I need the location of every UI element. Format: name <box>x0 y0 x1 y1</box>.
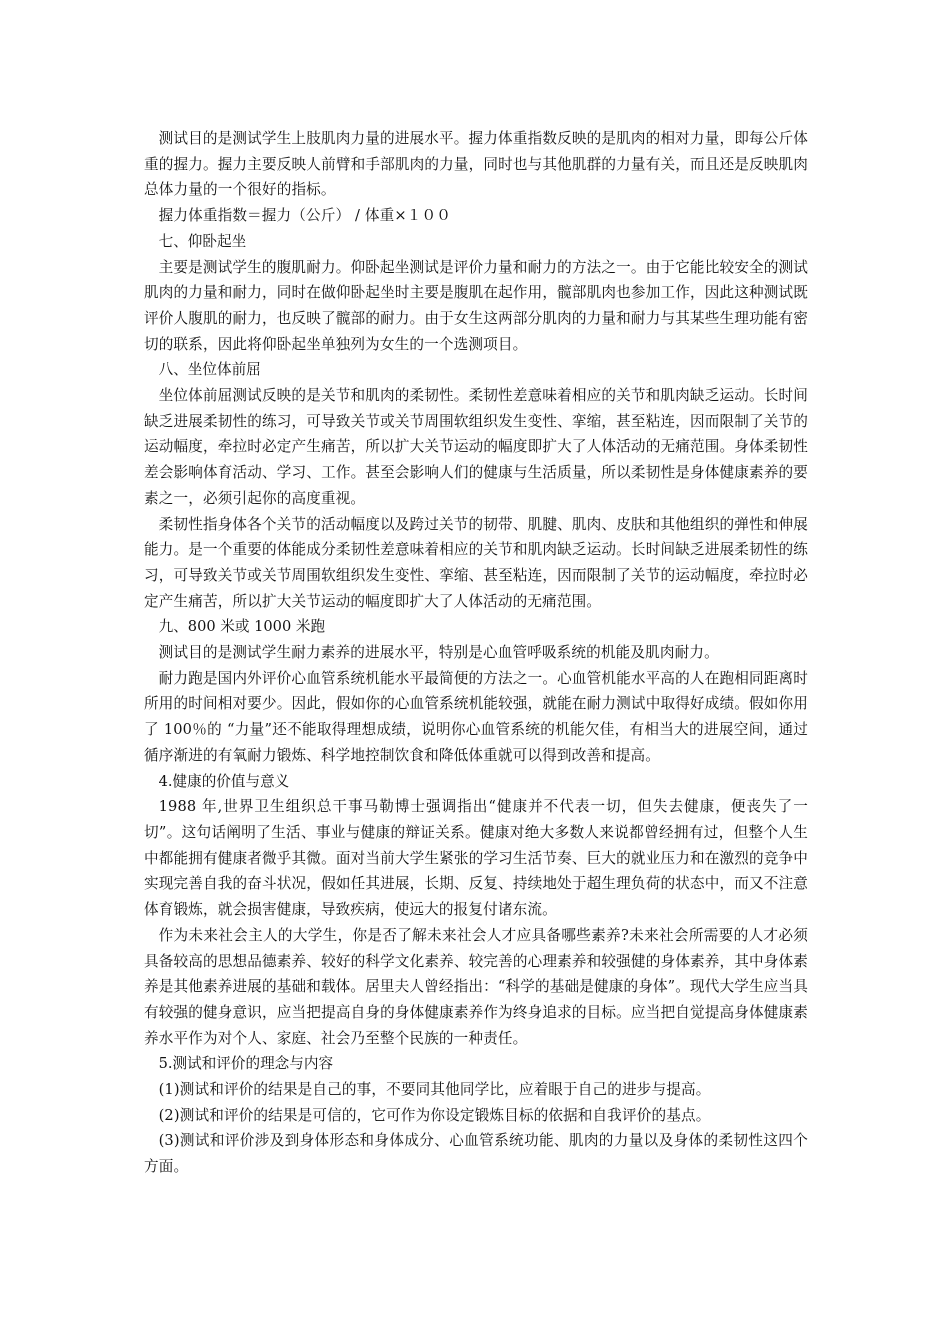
paragraph-situps: 主要是测试学生的腹肌耐力。仰卧起坐测试是评价力量和耐力的方法之一。由于它能比较安全的测试肌肉的力量和耐力，同时在做仰卧起坐时主要是腹肌在起作用，髋部肌肉也参加工作，因此这种测试既评价人腹肌的耐力，也反映了髋部的耐力。由于女生这两部分肌肉的力量和耐力与其某些生理功能有密切的联系，因此将仰卧起坐单独列为女生的一个选测项目。 <box>144 258 808 353</box>
paragraph-run-purpose: 测试目的是测试学生耐力素养的进展水平，特别是心血管呼吸系统的机能及肌肉耐力。 <box>158 644 719 662</box>
document-page <box>144 126 808 1180</box>
paragraph-future-talent: 作为未来社会主人的大学生，你是否了解未来社会人才应具备哪些素养?未来社会所需要的人才必须具备较高的思想品德素养、较好的科学文化素养、较完善的心理素养和较强健的身体素养，其中身体素养是其他素养进展的基础和载体。居里夫人曾经指出：“科学的基础是健康的身体”。现代大学生应当具有较强的健身意识，应当把提高自身的身体健康素养作为终身追求的目标。应当把自觉提高身体健康素养水平作为对个人、家庭、社会乃至整个民族的一种责任。 <box>144 926 808 1047</box>
formula-grip-index: 握力体重指数＝握力（公斤） / 体重×１００ <box>158 207 452 225</box>
list-item-1: (1)测试和评价的结果是自己的事，不要同其他同学比，应着眼于自己的进步与提高。 <box>158 1081 711 1099</box>
heading-test-concept: 5.测试和评价的理念与内容 <box>158 1055 334 1073</box>
list-item-2: (2)测试和评价的结果是可信的，它可作为你设定锻炼目标的依据和自我评价的基点。 <box>158 1106 711 1124</box>
paragraph-grip-purpose: 测试目的是测试学生上肢肌肉力量的进展水平。握力体重指数反映的是肌肉的相对力量，即每公斤体重的握力。握力主要反映人前臂和手部肌肉的力量，同时也与其他肌群的力量有关，而且还是反映肌肉总体力量的一个很好的指标。 <box>144 130 808 199</box>
list-item-3: (3)测试和评价涉及到身体形态和身体成分、心血管系统功能、肌肉的力量以及身体的柔韧性这四个方面。 <box>144 1132 808 1176</box>
paragraph-endurance-run: 耐力跑是国内外评价心血管系统机能水平最简便的方法之一。心血管机能水平高的人在跑相同距离时所用的时间相对要少。因此，假如你的心血管系统机能较强，就能在耐力测试中取得好成绩。假如你用了 100％的 “力量”还不能取得理想成绩，说明你心血管系统的机能欠佳，有相当大的进展空间，通过循序渐进的有氧耐力锻炼、科学地控制饮食和降低体重就可以得到改善和提高。 <box>144 669 808 764</box>
paragraph-health-1988: 1988 年,世界卫生组织总干事马勒博士强调指出“健康并不代表一切，但失去健康，便丧失了一切”。这句话阐明了生活、事业与健康的辩证关系。健康对绝大多数人来说都曾经拥有过，但整个人生中都能拥有健康者微乎其微。面对当前大学生紧张的学习生活节奏、巨大的就业压力和在激烈的竞争中实现完善自我的奋斗状况，假如任其进展，长期、反复、持续地处于超生理负荷的状态中，而又不注意体育锻炼，就会损害健康，导致疾病，使远大的报复付诸东流。 <box>144 798 808 919</box>
paragraph-flexibility-2: 柔韧性指身体各个关节的活动幅度以及跨过关节的韧带、肌腱、肌肉、皮肤和其他组织的弹性和伸展能力。是一个重要的体能成分柔韧性差意味着相应的关节和肌肉缺乏运动。长时间缺乏进展柔韧性的练习，可导致关节或关节周围软组织发生变性、挛缩、甚至粘连，因而限制了关节的运动幅度，牵拉时必定产生痛苦，所以扩大关节运动的幅度即扩大了人体活动的无痛范围。 <box>144 515 808 610</box>
heading-endurance-run: 九、800 米或 1000 米跑 <box>158 618 326 636</box>
paragraph-flexibility-1: 坐位体前屈测试反映的是关节和肌肉的柔韧性。柔韧性差意味着相应的关节和肌肉缺乏运动。长时间缺乏进展柔韧性的练习，可导致关节或关节周围软组织发生变性、挛缩，甚至粘连，因而限制了关节的运动幅度，牵拉时必定产生痛苦，所以扩大关节运动的幅度即扩大了人体活动的无痛范围。身体柔韧性差会影响体育活动、学习、工作。甚至会影响人们的健康与生活质量，所以柔韧性是身体健康素养的要素之一，必须引起你的高度重视。 <box>144 387 808 507</box>
heading-sit-and-reach: 八、坐位体前屈 <box>158 361 261 379</box>
heading-health-value: 4.健康的价值与意义 <box>158 772 290 790</box>
heading-situps: 七、仰卧起坐 <box>158 232 247 250</box>
